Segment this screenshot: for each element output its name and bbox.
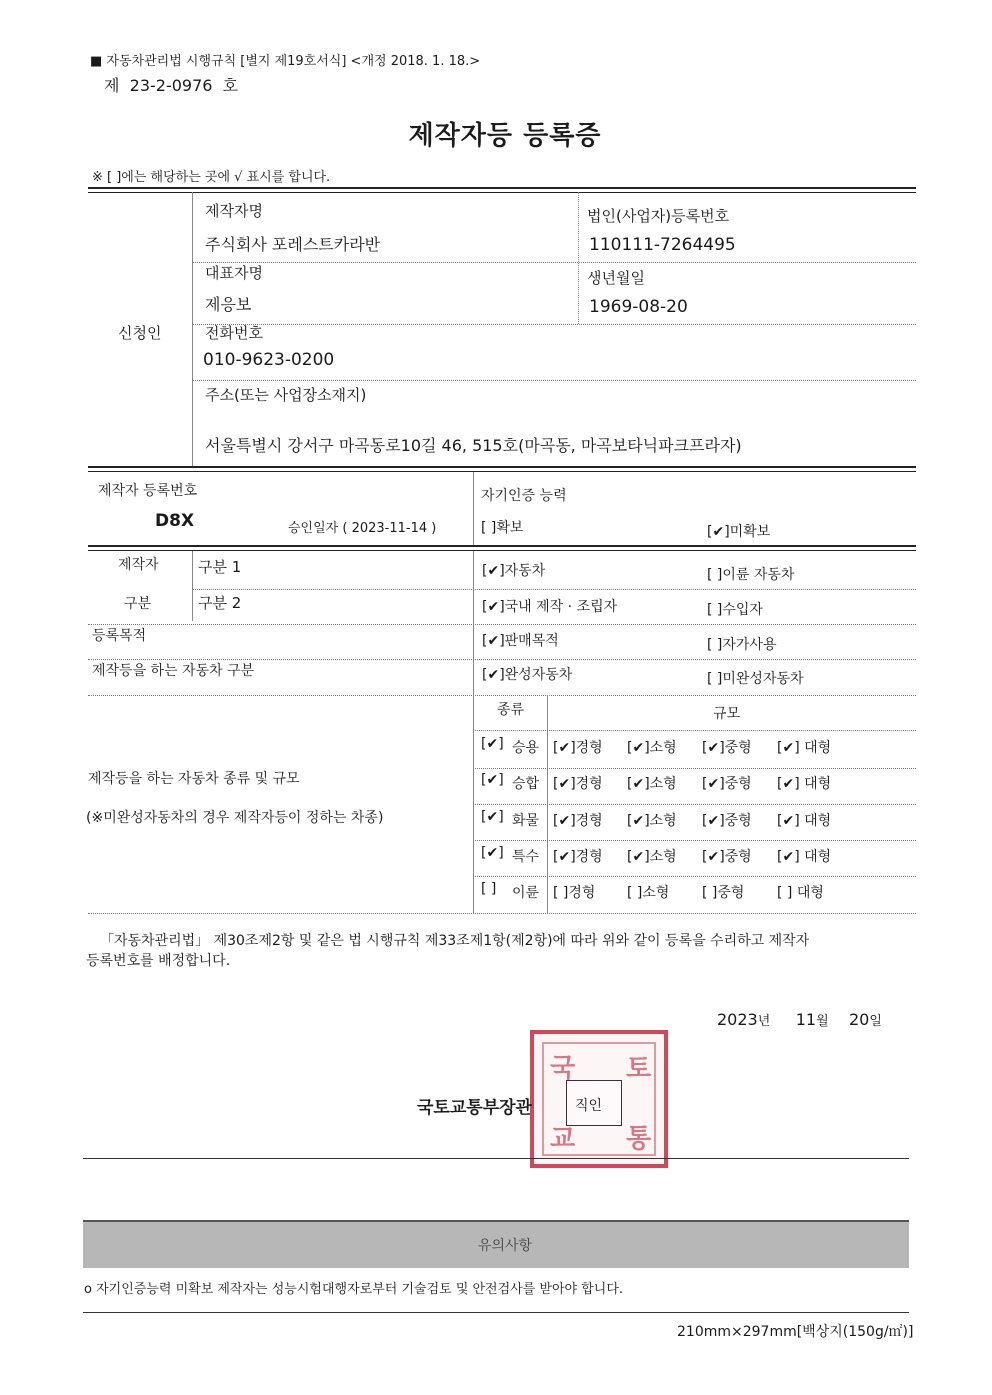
category2-label: 구분 2 [198, 594, 242, 612]
statement-line1: 「자동차관리법」 제30조제2항 및 같은 법 시행규칙 제33조제1항(제2항)에 따라 위와 같이 등록을 수리하고 제작자 [100, 933, 810, 949]
page-title: 제작자등 등록증 [408, 121, 602, 151]
seal-label: 직인 [575, 1098, 603, 1114]
form-reference: ■ 자동차관리법 시행규칙 [별지 제19호서식] <개정 2018. 1. 18.> [90, 54, 481, 69]
purpose-label: 등록목적 [92, 628, 147, 644]
cat2-option-importer[interactable]: [ ]수입자 [707, 602, 763, 618]
statement-line2: 등록번호를 배정합니다. [86, 953, 231, 969]
scale-option[interactable]: [✔]경형 [553, 776, 603, 792]
rep-name-value: 제응보 [205, 295, 252, 314]
vehicle-class-complete[interactable]: [✔]완성자동차 [482, 667, 573, 683]
date-year: 2023 [717, 1010, 758, 1029]
applicant-section-label: 신청인 [118, 324, 162, 342]
row-line [473, 876, 916, 877]
purpose-option-sale[interactable]: [✔]판매목적 [482, 633, 559, 649]
footer-divider [83, 1312, 909, 1313]
corp-no-label: 법인(사업자)등록번호 [587, 207, 730, 225]
row-line [88, 695, 916, 696]
registration-code: D8X [155, 511, 195, 531]
scale-option[interactable]: [ ]소형 [627, 885, 670, 901]
row-line [473, 840, 916, 841]
cat2-option-domestic[interactable]: [✔]국내 제작 · 조립자 [482, 599, 618, 615]
types-column-header: 종류 [497, 702, 525, 718]
registration-top-border [88, 466, 916, 472]
seal-glyph: 국 [550, 1054, 576, 1084]
scale-option[interactable]: [✔] 대형 [777, 740, 832, 756]
address-value: 서울특별시 강서구 마곡동로10길 46, 515호(마곡동, 마곡보타닉파크프라자) [205, 436, 742, 455]
vehicle-class-label: 제작등을 하는 자동차 구분 [92, 663, 255, 679]
types-label: 제작등을 하는 자동차 종류 및 규모 [88, 771, 300, 787]
scale-option[interactable]: [✔]경형 [553, 740, 603, 756]
scale-option[interactable]: [ ] 대형 [777, 885, 824, 901]
checkbox-icon: [ ] [481, 520, 497, 536]
scale-option[interactable]: [✔]소형 [627, 740, 677, 756]
vehicle-type-name: 이륜 [512, 885, 540, 901]
classification-label-bottom: 구분 [124, 596, 152, 612]
scale-option[interactable]: [✔] 대형 [777, 813, 832, 829]
checkmark-icon: [✔] [482, 563, 505, 579]
checkmark-icon: [✔] [482, 599, 505, 615]
checkbox-icon: [ ] [707, 602, 723, 618]
self-cert-label: 자기인증 능력 [481, 488, 567, 504]
notice-title: 유의사항 [477, 1238, 533, 1254]
secured-option[interactable]: [ ]확보 [481, 520, 524, 536]
checkmark-icon: [✔] [482, 633, 505, 649]
corp-no-value: 110111-7264495 [589, 235, 736, 255]
row-line [192, 589, 916, 590]
scale-option[interactable]: [✔] 대형 [777, 849, 832, 865]
doc-no-value: 23-2-0976 [129, 76, 213, 95]
row-line [473, 768, 916, 769]
row-line [192, 324, 916, 325]
checkbox-icon: [ ] [707, 637, 723, 653]
vehicle-type-name: 승용 [512, 740, 540, 756]
scale-option[interactable]: [✔]경형 [553, 849, 603, 865]
registration-label: 제작자 등록번호 [98, 483, 198, 499]
scale-option[interactable]: [✔]중형 [702, 813, 752, 829]
seal-glyph: 토 [626, 1054, 652, 1084]
checkmark-icon: [✔] [482, 667, 505, 683]
issuer-name: 국토교통부장관 [417, 1098, 532, 1118]
scale-option[interactable]: [✔]경형 [553, 813, 603, 829]
address-label: 주소(또는 사업장소재지) [205, 386, 367, 404]
maker-name-value: 주식회사 포레스트카라반 [205, 235, 381, 254]
scale-option[interactable]: [✔] 대형 [777, 776, 832, 792]
types-note: (※미완성자동차의 경우 제작자등이 정하는 차종) [86, 810, 384, 826]
vehicle-type-name: 승합 [512, 776, 540, 792]
scale-option[interactable]: [✔]소형 [627, 849, 677, 865]
scale-option[interactable]: [✔]중형 [702, 740, 752, 756]
scale-option[interactable]: [✔]중형 [702, 849, 752, 865]
scale-option[interactable]: [✔]중형 [702, 776, 752, 792]
date-month: 11 [795, 1010, 817, 1029]
seal-glyph: 통 [626, 1124, 652, 1154]
row-line [192, 380, 916, 381]
notice-text: o 자기인증능력 미확보 제작자는 성능시험대행자로부터 기술검토 및 안전검사를 받아야 합니다. [84, 1282, 624, 1297]
issue-date: 2023년 11월 20일 [717, 1010, 882, 1029]
scale-option[interactable]: [✔]소형 [627, 813, 677, 829]
scale-column-header: 규모 [713, 706, 741, 722]
applicant-mid-divider [578, 192, 579, 324]
checkbox-icon: [ ] [707, 671, 723, 687]
vehicle-type-name: 화물 [512, 813, 540, 829]
classification-label-top: 제작자 [118, 557, 159, 573]
vehicle-type-checkbox[interactable]: [✔] [481, 736, 504, 752]
document-number [104, 73, 238, 96]
doc-no-prefix: 제 [104, 76, 120, 95]
category1-label: 구분 1 [198, 558, 242, 576]
row-line [473, 804, 916, 805]
paper-spec: 210mm×297mm[백상지(150g/㎡)] [677, 1324, 914, 1340]
birth-value: 1969-08-20 [589, 297, 688, 317]
date-day: 20 [848, 1010, 870, 1029]
birth-label: 생년월일 [587, 269, 645, 287]
vehicle-type-checkbox[interactable]: [ ] [481, 881, 497, 897]
scale-option[interactable]: [✔]소형 [627, 776, 677, 792]
vehicle-class-incomplete[interactable]: [ ]미완성자동차 [707, 671, 804, 687]
applicant-divider [192, 192, 193, 466]
table-bottom-border [88, 913, 916, 914]
cat1-option-vehicle[interactable]: [✔]자동차 [482, 563, 546, 579]
rep-name-label: 대표자명 [205, 264, 263, 282]
registration-divider [473, 472, 474, 545]
checkbox-icon: [ ] [707, 567, 723, 583]
vehicle-type-checkbox[interactable]: [✔] [481, 809, 504, 825]
row-line [192, 262, 916, 263]
signature-divider [83, 1158, 909, 1159]
options-divider [473, 551, 474, 695]
checkmark-icon: [✔] [707, 524, 730, 540]
row-line [88, 624, 916, 625]
doc-no-suffix: 호 [222, 76, 239, 95]
vehicle-type-name: 특수 [512, 849, 540, 865]
vehicle-type-checkbox[interactable]: [✔] [481, 845, 504, 861]
table-top-border [88, 187, 916, 193]
classification-top-border [88, 545, 916, 551]
vehicle-type-checkbox[interactable]: [✔] [481, 772, 504, 788]
maker-name-label: 제작자명 [205, 202, 263, 220]
cat1-option-motorcycle[interactable]: [ ]이륜 자동차 [707, 567, 795, 583]
scale-option[interactable]: [ ]중형 [702, 885, 745, 901]
not-secured-option[interactable]: [✔]미확보 [707, 524, 771, 540]
approval-date: 승인일자 ( 2023-11-14 ) [288, 521, 437, 536]
phone-label: 전화번호 [205, 324, 263, 342]
seal-glyph: 교 [550, 1124, 576, 1154]
phone-value: 010-9623-0200 [203, 350, 335, 370]
row-line [473, 730, 916, 731]
classification-divider [192, 551, 193, 621]
purpose-option-self[interactable]: [ ]자가사용 [707, 637, 777, 653]
scale-option[interactable]: [ ]경형 [553, 885, 596, 901]
instruction-note: ※ [ ]에는 해당하는 곳에 √ 표시를 합니다. [92, 170, 331, 185]
